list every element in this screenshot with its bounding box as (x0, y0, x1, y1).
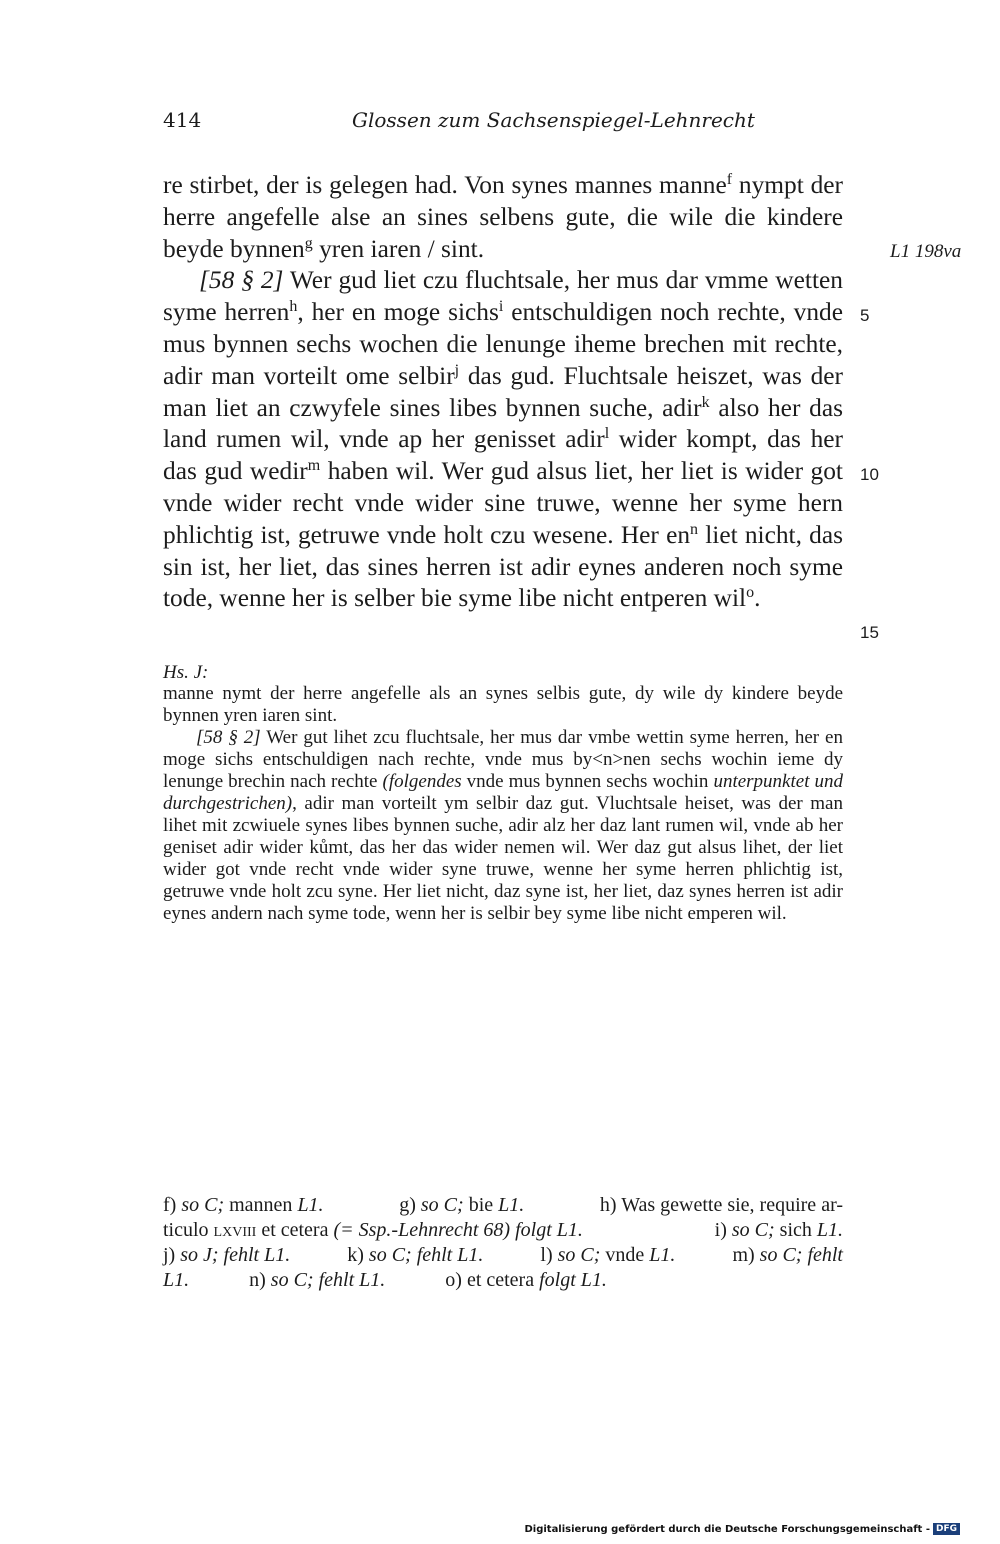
footnote-j: j) so J; fehlt L1. (163, 1244, 291, 1266)
footnote-ref-h: h (289, 298, 298, 316)
footnote-ref-l: l (604, 425, 610, 443)
folio-marker: L1 198va (890, 241, 962, 262)
line-number-10: 10 (860, 465, 879, 484)
footnote-h-cont: ticulo lxviii et cetera (= Ssp.-Lehnrecht 68) folgt L1. (163, 1219, 583, 1241)
footnote-f: f) so C; mannen L1. (163, 1194, 324, 1216)
footnote-ref-j: j (454, 361, 460, 379)
footnote-m: m) so C; fehlt (732, 1244, 843, 1266)
footnote-h: h) Was gewette sie, require ar- (599, 1194, 843, 1216)
footnote-k: k) so C; fehlt L1. (347, 1244, 484, 1266)
footnote-ref-m: m (307, 457, 321, 475)
footnote-g: g) so C; bie L1. (399, 1194, 525, 1216)
dfg-credit (524, 1523, 960, 1535)
line-number-15: 15 (860, 623, 879, 642)
manuscript-paragraph-2: [58 § 2] Wer gut lihet zcu fluchtsale, her mus dar vmbe wettin syme herren, her en moge sichs entschuldigen nach rechte, vnde mus by<n>nen sechs wochin ieme dy lenunge brechin nach rechte (folgendes vnde mus bynnen sechs wochin unterpunktet und durchgestrichen), adir man vorteilt ym selbir daz gut. Vluchtsale heiset, was der man lihet mit zcwiuele synes libes bynnen suche, adir alz her daz lant rumen wil, vnde ab her geniset adir wider kůmt, das her das wider nemen wil. Wer daz gut alsus lihet, der liet wider got vnde recht vnde wider syne truwe, wenne her syme herren phlichtig ist, getruwe vnde holt zcu syne. Her liet nicht, daz syne ist, her liet, daz synes herren ist adir eynes andern nach syme tode, wenn her is selbir bey syme libe nicht emperen wil. (163, 727, 843, 924)
line-number-5: 5 (860, 306, 870, 325)
footnote-line-2 (163, 1218, 843, 1243)
footnote-ref-f: f (726, 171, 733, 188)
running-head: Glossen zum Sachsenspiegel-Lehnrecht (352, 108, 755, 132)
main-paragraph-1: re stirbet, der is gelegen had. Von synes mannes manne$^f$ nympt der herre angefelle alse an sines selbens gute, die wile die kindere beyde bynnen$^g$ yren iaren / sint. (163, 171, 843, 263)
footnote-ref-i: i (498, 298, 504, 316)
footnotes (163, 1193, 843, 1293)
footnote-ref-o: o (746, 584, 755, 602)
footnote-line-3 (163, 1243, 843, 1268)
manuscript-text (163, 683, 843, 925)
footnote-ref-n: n (690, 520, 699, 538)
dfg-logo-icon: DFG (933, 1523, 960, 1535)
footnote-ref-k: k (701, 393, 710, 411)
page-number: 414 (163, 108, 202, 132)
main-text (163, 170, 843, 615)
footnote-line-1 (163, 1193, 843, 1218)
dfg-credit-text: Digitalisierung gefördert durch die Deutsche Forschungsgemeinschaft - (524, 1523, 930, 1535)
footnote-i: i) so C; sich L1. (714, 1219, 843, 1241)
footnote-m-cont: L1. (163, 1269, 190, 1291)
main-paragraph-2: [58 § 2] Wer gud liet czu fluchtsale, her mus dar vmme wetten syme herren$^h$, her en moge sichs$^i$ entschuldigen noch rechte, vnde mus bynnen sechs wochen die lenunge iheme brechen mit rechte, adir man vorteilt ome selbir$^j$ das gud. Fluchtsale heiszet, was der man liet an czwyfele sines libes bynnen suche, adir$^k$ also her das land rumen wil, vnde ap her genisset adir$^l$ wider kompt, das her das gud wedir$^m$ haben wil. Wer gud alsus liet, her liet is wider got vnde wider recht vnde wider sine truwe, wenne her syme hern phlichtig ist, getruwe vnde holt czu wesene. Her $en^n$ liet nicht, das sin ist, her liet, das sines herren ist adir eynes anderen noch syme tode, wenne her is selber bie syme libe nicht entperen wil$^o$. (163, 266, 843, 613)
footnote-ref-g: g (304, 234, 313, 252)
section-ref: [58 § 2] (199, 266, 284, 295)
footnote-l: l) so C; vnde L1. (540, 1244, 676, 1266)
footnote-n: n) so C; fehlt L1. (249, 1269, 386, 1291)
footnote-o: o) et cetera folgt L1. (445, 1269, 607, 1291)
footnote-line-4 (163, 1268, 843, 1293)
manuscript-paragraph-1: manne nymt der herre angefelle als an synes selbis gute, dy wile dy kindere beyde bynnen yren iaren sint. (163, 683, 843, 726)
manuscript-heading: Hs. J: (163, 662, 209, 683)
